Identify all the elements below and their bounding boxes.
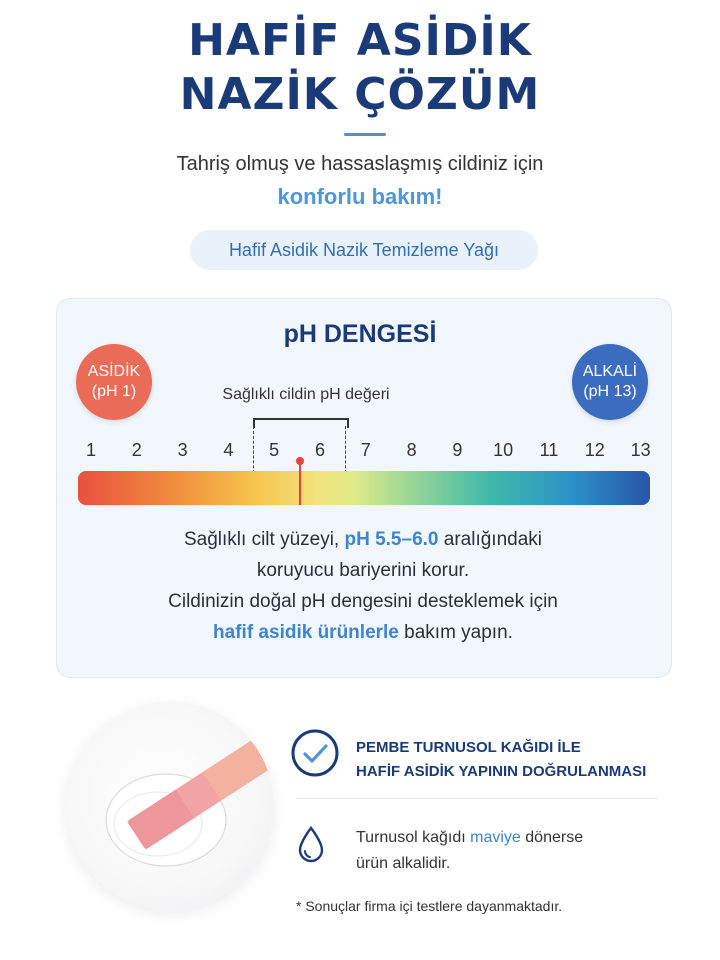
ph-scale-ticks — [70, 440, 660, 464]
ph-marker-line — [299, 462, 301, 505]
ph-gradient-bar — [78, 471, 650, 505]
acidic-badge — [76, 344, 152, 420]
footnote — [296, 898, 562, 914]
desc-accent-ph-range: pH 5.5–6.0 — [344, 529, 439, 550]
headline — [0, 14, 720, 122]
litmus-explanation — [356, 825, 583, 877]
alkaline-label: ALKALİ — [582, 363, 638, 380]
headline-divider — [344, 133, 386, 136]
litmus-paper-illustration — [66, 702, 274, 910]
ph-description-line-4 — [56, 622, 670, 644]
ph-tick-label: 10 — [493, 440, 514, 460]
healthy-range-bracket — [253, 418, 349, 428]
headline-line-1: HAFİF ASİDİK — [188, 15, 532, 66]
alkaline-badge — [572, 344, 648, 420]
litmus-line-2: ürün alkalidir. — [356, 855, 451, 872]
ph-tick-label: 3 — [177, 440, 188, 460]
ph-description-line-1 — [56, 529, 670, 551]
healthy-ph-label: Sağlıklı cildin pH değeri — [222, 386, 390, 403]
ph-tick-label: 12 — [584, 440, 605, 460]
ph-tick-label: 1 — [85, 440, 96, 460]
verification-title-line-1: PEMBE TURNUSOL KAĞIDI İLE — [356, 739, 581, 756]
acidic-value: (pH 1) — [91, 383, 137, 400]
ph-description-line-3: Cildinizin doğal pH dengesini desteklemek için — [168, 591, 558, 612]
verification-title — [356, 736, 646, 784]
ph-marker-dot — [296, 457, 304, 465]
verification-title-line-2: HAFİF ASİDİK YAPININ DOĞRULANMASI — [356, 763, 647, 780]
desc-text: bakım yapın. — [398, 622, 513, 643]
ph-tick-label: 7 — [360, 440, 371, 460]
litmus-line-1 — [356, 825, 583, 851]
product-name: Hafif Asidik Nazik Temizleme Yağı — [228, 239, 500, 260]
check-circle-icon — [290, 728, 340, 778]
headline-line-2: NAZİK ÇÖZÜM — [179, 69, 541, 120]
ph-tick-label: 11 — [539, 440, 559, 460]
litmus-paper-photo — [66, 702, 274, 910]
desc-text: Sağlıklı cilt yüzeyi, — [183, 529, 345, 550]
section-divider — [296, 798, 658, 799]
ph-tick-label: 5 — [269, 440, 280, 460]
ph-tick-label: 8 — [406, 440, 417, 460]
ph-description-line-2: koruyucu bariyerini korur. — [256, 560, 470, 581]
ph-tick-label: 4 — [223, 440, 234, 460]
ph-tick-label: 2 — [131, 440, 142, 460]
litmus-accent-blue: maviye — [470, 829, 521, 846]
ph-tick-label: 13 — [630, 440, 651, 460]
alkaline-value: (pH 13) — [583, 383, 637, 400]
subtitle: Tahriş olmuş ve hassaslaşmış cildiniz için — [176, 153, 544, 175]
footnote-mark: * — [296, 898, 302, 914]
desc-text: aralığındaki — [438, 529, 542, 550]
ph-tick-label: 6 — [314, 440, 325, 460]
ph-tick-label: 9 — [452, 440, 463, 460]
product-name-pill — [190, 230, 538, 270]
litmus-text: Turnusol kağıdı — [356, 829, 471, 846]
subtitle-accent: konforlu bakım! — [277, 184, 443, 209]
litmus-text: dönerse — [520, 829, 584, 846]
desc-accent-product: hafif asidik ürünlerle — [213, 622, 399, 643]
ph-title: pH DENGESİ — [283, 320, 437, 348]
water-drop-icon — [296, 826, 326, 864]
acidic-label: ASİDİK — [87, 363, 141, 380]
footnote-text: Sonuçlar firma içi testlere dayanmaktadır. — [305, 898, 563, 914]
